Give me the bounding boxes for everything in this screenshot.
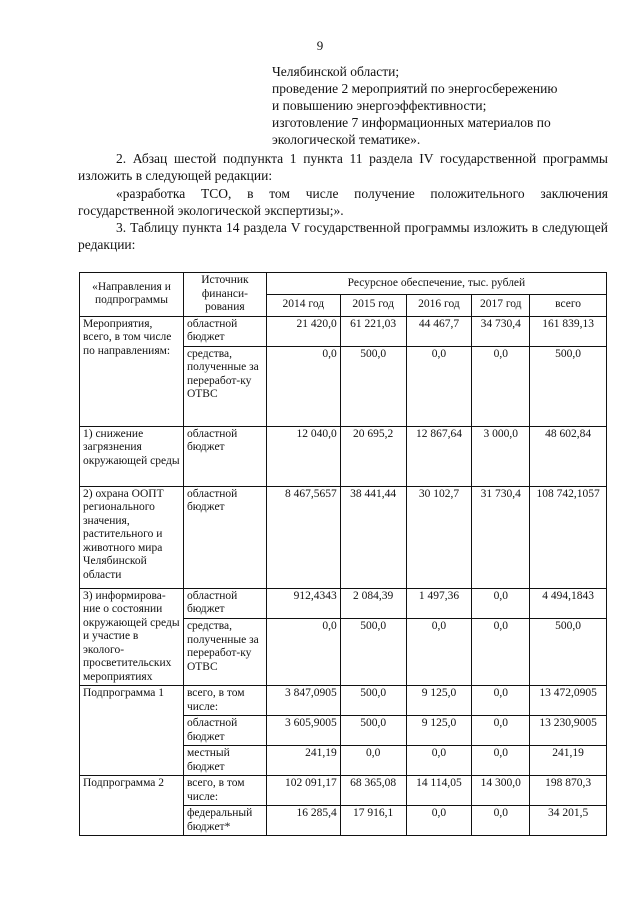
value-cell: 3 000,0 xyxy=(472,426,530,486)
value-cell: 0,0 xyxy=(340,746,406,776)
direction-cell: Подпрограмма 2 xyxy=(80,776,184,836)
table-row xyxy=(80,316,607,346)
source-cell: средства, полученные за переработ-ку ОТВС xyxy=(183,619,266,686)
total-cell: 4 494,1843 xyxy=(530,588,607,619)
direction-cell: Подпрограмма 1 xyxy=(80,686,184,776)
value-cell: 0,0 xyxy=(266,346,340,426)
value-cell: 0,0 xyxy=(406,746,472,776)
total-cell: 500,0 xyxy=(530,346,607,426)
value-cell: 68 365,08 xyxy=(340,776,406,806)
direction-cell: 1) снижение загрязнения окружающей среды xyxy=(80,426,184,486)
value-cell: 0,0 xyxy=(472,588,530,619)
source-cell: всего, в том числе: xyxy=(183,686,266,716)
total-cell: 241,19 xyxy=(530,746,607,776)
list-line: и повышению энергоэффективности; xyxy=(272,98,487,113)
source-cell: федеральный бюджет* xyxy=(183,806,266,836)
total-cell: 161 839,13 xyxy=(530,316,607,346)
value-cell: 61 221,03 xyxy=(340,316,406,346)
source-cell: местный бюджет xyxy=(183,746,266,776)
value-cell: 12 040,0 xyxy=(266,426,340,486)
value-cell: 20 695,2 xyxy=(340,426,406,486)
header-year: 2016 год xyxy=(406,294,472,316)
list-line: изготовление 7 информационных материалов по xyxy=(272,115,551,130)
list-line: Челябинской области; xyxy=(272,64,400,79)
value-cell: 0,0 xyxy=(472,746,530,776)
total-cell: 500,0 xyxy=(530,619,607,686)
source-cell: областной бюджет xyxy=(183,316,266,346)
total-cell: 108 742,1057 xyxy=(530,486,607,588)
header-year: 2014 год xyxy=(266,294,340,316)
header-source: Источник финанси-рования xyxy=(183,273,266,317)
value-cell: 0,0 xyxy=(472,346,530,426)
header-resource: Ресурсное обеспечение, тыс. рублей xyxy=(266,273,606,295)
value-cell: 0,0 xyxy=(472,619,530,686)
value-cell: 9 125,0 xyxy=(406,686,472,716)
source-cell: областной бюджет xyxy=(183,588,266,619)
source-cell: средства, полученные за переработ-ку ОТВС xyxy=(183,346,266,426)
total-cell: 13 472,0905 xyxy=(530,686,607,716)
table-row xyxy=(80,686,607,716)
paragraph-quote: «разработка ТСО, в том числе получение положительного заключения государственной экологической экспертизы;». xyxy=(78,186,608,218)
value-cell: 8 467,5657 xyxy=(266,486,340,588)
table-row xyxy=(80,486,607,588)
source-cell: всего, в том числе: xyxy=(183,776,266,806)
value-cell: 0,0 xyxy=(472,806,530,836)
value-cell: 0,0 xyxy=(406,806,472,836)
header-directions: «Направления и подпрограммы xyxy=(80,273,184,317)
value-cell: 500,0 xyxy=(340,716,406,746)
total-cell: 48 602,84 xyxy=(530,426,607,486)
value-cell: 241,19 xyxy=(266,746,340,776)
resource-table xyxy=(79,272,607,836)
value-cell: 0,0 xyxy=(406,619,472,686)
table-row xyxy=(80,426,607,486)
value-cell: 17 916,1 xyxy=(340,806,406,836)
source-cell: областной бюджет xyxy=(183,716,266,746)
total-cell: 198 870,3 xyxy=(530,776,607,806)
paragraph-2: 2. Абзац шестой подпункта 1 пункта 11 раздела IV государственной программы изложить в следующей редакции: xyxy=(78,151,608,183)
page-number: 9 xyxy=(316,38,324,53)
value-cell: 500,0 xyxy=(340,619,406,686)
value-cell: 9 125,0 xyxy=(406,716,472,746)
value-cell: 31 730,4 xyxy=(472,486,530,588)
value-cell: 3 847,0905 xyxy=(266,686,340,716)
direction-cell: Мероприятия, всего, в том числе по направлениям: xyxy=(80,316,184,426)
value-cell: 0,0 xyxy=(472,716,530,746)
value-cell: 21 420,0 xyxy=(266,316,340,346)
value-cell: 0,0 xyxy=(406,346,472,426)
value-cell: 14 114,05 xyxy=(406,776,472,806)
value-cell: 2 084,39 xyxy=(340,588,406,619)
table-body xyxy=(80,316,607,836)
value-cell: 3 605,9005 xyxy=(266,716,340,746)
table-row xyxy=(80,588,607,619)
header-year: 2017 год xyxy=(472,294,530,316)
list-line: экологической тематике». xyxy=(272,132,421,147)
value-cell: 14 300,0 xyxy=(472,776,530,806)
value-cell: 34 730,4 xyxy=(472,316,530,346)
total-cell: 34 201,5 xyxy=(530,806,607,836)
value-cell: 44 467,7 xyxy=(406,316,472,346)
paragraph-3: 3. Таблицу пункта 14 раздела V государственной программы изложить в следующей редакции: xyxy=(78,220,608,252)
direction-cell: 3) информирова-ние о состоянии окружающей среды и участие в эколого-просветительских мероприятиях xyxy=(80,588,184,686)
source-cell: областной бюджет xyxy=(183,486,266,588)
list-line: проведение 2 мероприятий по энергосбережению xyxy=(272,81,558,96)
value-cell: 500,0 xyxy=(340,346,406,426)
direction-cell: 2) охрана ООПТ регионального значения, растительного и животного мира Челябинской области xyxy=(80,486,184,588)
value-cell: 30 102,7 xyxy=(406,486,472,588)
value-cell: 12 867,64 xyxy=(406,426,472,486)
source-cell: областной бюджет xyxy=(183,426,266,486)
value-cell: 0,0 xyxy=(266,619,340,686)
list-continuation xyxy=(272,63,607,148)
value-cell: 16 285,4 xyxy=(266,806,340,836)
table-row xyxy=(80,776,607,806)
value-cell: 38 441,44 xyxy=(340,486,406,588)
header-year: 2015 год xyxy=(340,294,406,316)
value-cell: 0,0 xyxy=(472,686,530,716)
value-cell: 500,0 xyxy=(340,686,406,716)
header-total: всего xyxy=(530,294,607,316)
total-cell: 13 230,9005 xyxy=(530,716,607,746)
value-cell: 102 091,17 xyxy=(266,776,340,806)
value-cell: 912,4343 xyxy=(266,588,340,619)
value-cell: 1 497,36 xyxy=(406,588,472,619)
